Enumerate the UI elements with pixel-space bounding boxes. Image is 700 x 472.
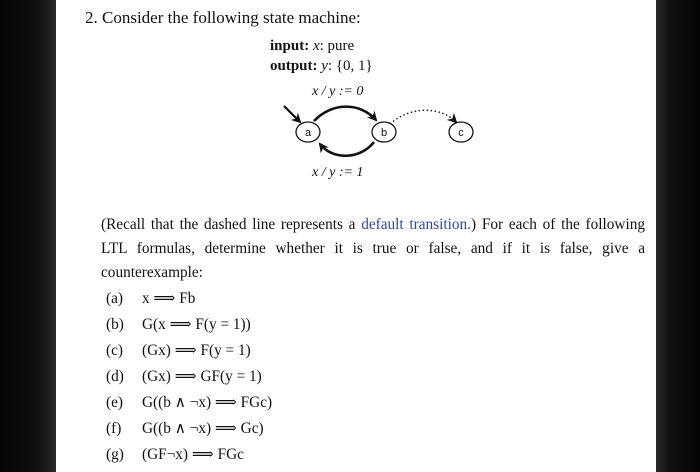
item-formula: G((b ∧ ¬x) ⟹ Gc) [142, 420, 264, 437]
output-spec [270, 58, 373, 75]
input-var: x [312, 38, 320, 54]
paragraph-post: ) For each of the following LTL formulas, determine whether it is true or false, and if it is false, give a counterexample: [101, 216, 645, 281]
list-item [106, 289, 195, 308]
item-formula: G(x ⟹ F(y = 1)) [142, 316, 251, 333]
list-item [106, 315, 251, 334]
state-machine-diagram [270, 96, 530, 166]
initial-arrow [284, 106, 300, 122]
list-item [106, 393, 272, 412]
transition-b-to-a [320, 142, 374, 156]
edge-label-top: x / y := 0 [312, 84, 364, 99]
item-label: (a) [106, 290, 123, 307]
state-a [296, 122, 320, 142]
item-formula: G((b ∧ ¬x) ⟹ FGc) [142, 394, 273, 411]
state-a-label: a [304, 127, 312, 139]
item-label: (b) [106, 316, 124, 333]
state-b [372, 122, 396, 142]
paragraph-pre: (Recall that the dashed line represents a [101, 216, 362, 233]
list-item [106, 445, 244, 464]
transition-a-to-b [314, 107, 376, 121]
input-type: : pure [319, 38, 355, 54]
state-c-label: c [458, 127, 464, 139]
state-b-label: b [380, 127, 388, 139]
list-item [106, 419, 264, 438]
instructions-paragraph [101, 213, 645, 285]
question-heading [85, 8, 361, 28]
item-label: (e) [106, 394, 123, 411]
state-c [449, 122, 473, 142]
item-formula: (Gx) ⟹ F(y = 1) [142, 342, 251, 359]
dark-border-left [0, 0, 56, 472]
item-label: (g) [106, 446, 124, 463]
output-type: : {0, 1} [327, 58, 373, 74]
input-spec [270, 38, 354, 55]
question-number: 2. [85, 8, 98, 27]
item-label: (c) [106, 342, 123, 359]
default-transition-b-to-c [390, 110, 456, 124]
item-formula: x ⟹ Fb [142, 290, 196, 307]
list-item [106, 341, 251, 360]
dark-border-right [656, 0, 700, 472]
question-title: Consider the following state machine: [102, 8, 361, 27]
item-formula: (GF¬x) ⟹ FGc [142, 446, 244, 463]
edge-label-bottom: x / y := 1 [312, 165, 364, 180]
input-label: input: [270, 38, 310, 54]
default-transition-link[interactable]: default transition. [361, 216, 472, 233]
item-label: (f) [106, 420, 122, 437]
list-item [106, 367, 262, 386]
item-formula: (Gx) ⟹ GF(y = 1) [142, 368, 262, 385]
item-label: (d) [106, 368, 124, 385]
output-var: y [321, 58, 328, 74]
output-label: output: [270, 58, 318, 74]
